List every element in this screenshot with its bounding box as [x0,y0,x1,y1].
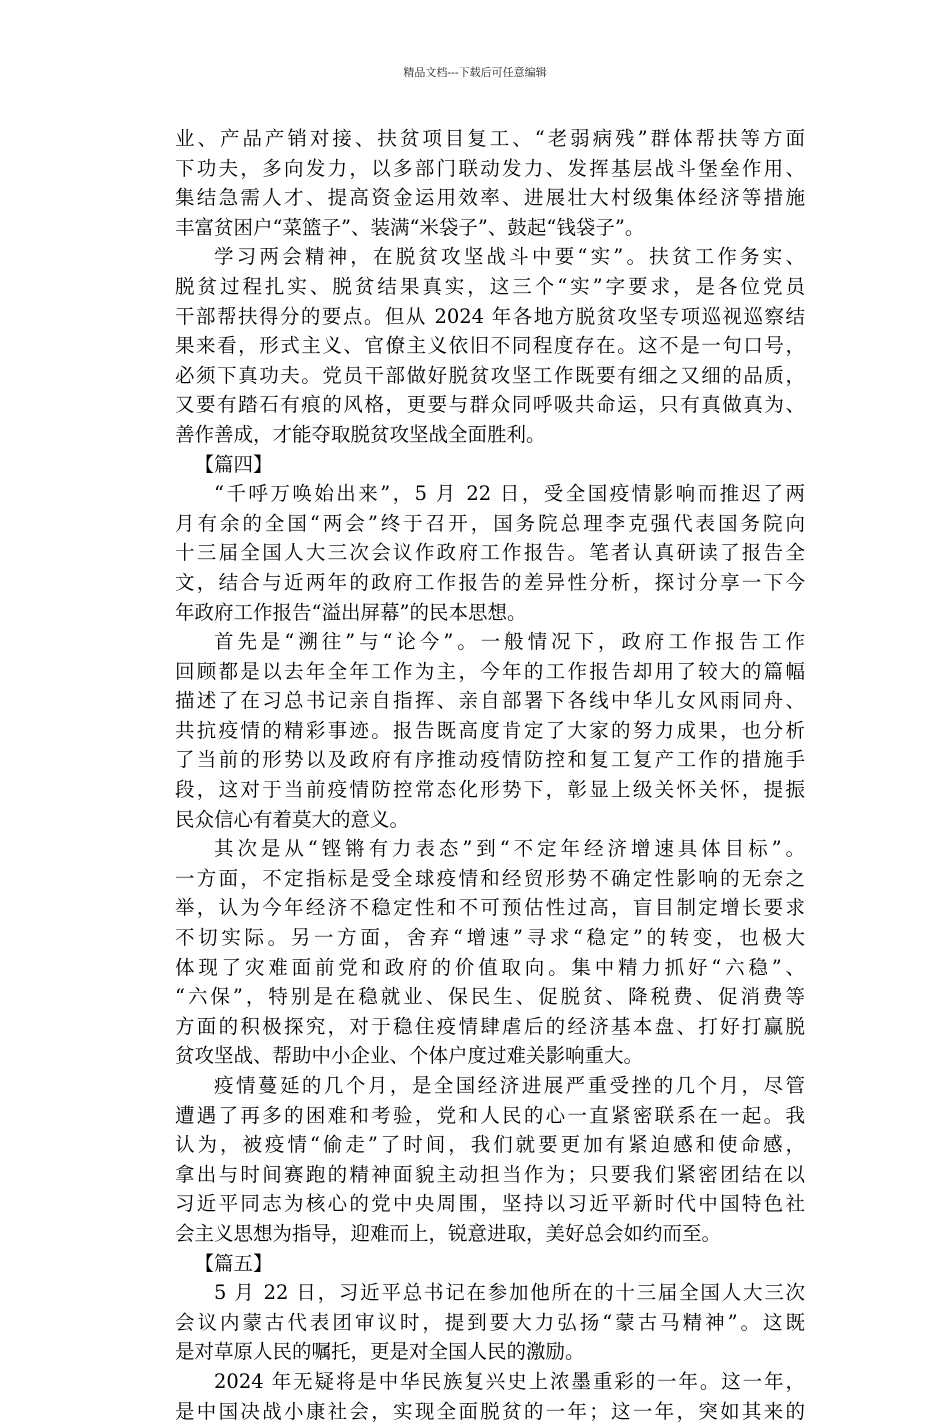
paragraph-line: 举，认为今年经济不稳定性和不可预估性过高，盲目制定增长要求 [175,896,805,920]
paragraph-line: 年政府工作报告“溢出屏幕”的民本思想。 [175,600,527,624]
paragraph-line: 脱贫过程扎实、脱贫结果真实，这三个“实”字要求，是各位党员 [175,274,805,298]
paragraph-line: 业、产品产销对接、扶贫项目复工、“老弱病残”群体帮扶等方面 [175,127,805,150]
paragraph-line: 又要有踏石有痕的风格，更要与群众同呼吸共命运，只有真做真为、 [175,393,805,417]
paragraph-line: 集结急需人才、提高资金运用效率、进展壮大村级集体经济等措施 [175,186,805,210]
paragraph-line: “千呼万唤始出来”，5 月 22 日，受全国疫情影响而推迟了两 [214,482,805,506]
paragraph-line: 会主义思想为指导，迎难而上，锐意进取，美好总会如约而至。 [175,1221,722,1245]
paragraph-line: 十三届全国人大三次会议作政府工作报告。笔者认真研读了报告全 [175,541,805,565]
section-heading: 【篇四】 [194,452,273,476]
paragraph-line: 丰富贫困户“菜篮子”、装满“米袋子”、鼓起“钱袋子”。 [175,215,645,239]
page-header: 精品文档---下载后可任意编辑 [403,66,547,79]
paragraph-line: 是对草原人民的嘱托，更是对全国人民的激励。 [175,1340,585,1364]
paragraph-line: 不切实际。另一方面，舍弃“增速”寻求“稳定”的转变，也极大 [175,926,805,950]
paragraph-line: 体现了灾难面前党和政府的价值取向。集中精力抓好“六稳”、 [175,955,805,979]
paragraph-line: 干部帮扶得分的要点。但从 2024 年各地方脱贫攻坚专项巡视巡察结 [175,304,805,328]
paragraph-line: 描述了在习总书记亲自指挥、亲自部署下各线中华儿女风雨同舟、 [175,689,805,713]
paragraph [175,479,805,627]
paragraph-line: 首先是“溯往”与“论今”。一般情况下，政府工作报告工作 [214,630,805,654]
paragraph-line: 贫攻坚战、帮助中小企业、个体户度过难关影响重大。 [175,1044,644,1068]
paragraph-line: 共抗疫情的精彩事迹。报告既高度肯定了大家的努力成果，也分析 [175,718,805,742]
paragraph-line: 拿出与时间赛跑的精神面貌主动担当作为；只要我们紧密团结在以 [175,1162,805,1186]
paragraph-line: 一方面，不定指标是受全球疫情和经贸形势不确定性影响的无奈之 [175,866,805,890]
paragraph-line: 学习两会精神，在脱贫攻坚战斗中要“实”。扶贫工作务实、 [214,245,805,269]
paragraph-line: 其次是从“铿锵有力表态”到“不定年经济增速具体目标”。 [214,837,805,861]
paragraph-line: 下功夫，多向发力，以多部门联动发力、发挥基层战斗堡垒作用、 [175,156,805,180]
paragraph-line: 回顾都是以去年全年工作为主，今年的工作报告却用了较大的篇幅 [175,659,805,683]
paragraph [175,124,805,242]
paragraph-line: 段，这对于当前疫情防控常态化形势下，彰显上级关怀关怀，提振 [175,778,805,802]
paragraph-line: 是中国决战小康社会，实现全面脱贫的一年；这一年，突如其来的 [175,1399,805,1423]
paragraph [175,627,805,834]
paragraph-line: 疫情蔓延的几个月，是全国经济进展严重受挫的几个月，尽管 [214,1074,805,1097]
paragraph-line: 认为，被疫情“偷走”了时间，我们就要更加有紧迫感和使命感， [175,1133,805,1157]
paragraph-line: 了当前的形势以及政府有序推动疫情防控和复工复产工作的措施手 [175,748,805,772]
paragraph-line: 月有余的全国“两会”终于召开，国务院总理李克强代表国务院向 [175,511,805,535]
section-heading: 【篇五】 [194,1251,273,1275]
paragraph-line: 民众信心有着莫大的意义。 [175,807,410,831]
paragraph-line: 5 月 22 日，习近平总书记在参加他所在的十三届全国人大三次 [214,1281,805,1305]
paragraph-line: “六保”，特别是在稳就业、保民生、促脱贫、降税费、促消费等 [175,985,805,1009]
paragraph-line: 习近平同志为核心的党中央周围，坚持以习近平新时代中国特色社 [175,1192,805,1216]
paragraph-line: 果来看，形式主义、官僚主义依旧不同程度存在。这不是一句口号， [175,334,805,358]
paragraph [175,1367,805,1426]
paragraph [175,242,805,449]
paragraph-line: 善作善成，才能夺取脱贫攻坚战全面胜利。 [175,422,546,446]
paragraph [175,1071,805,1249]
paragraph-line: 必须下真功夫。党员干部做好脱贫攻坚工作既要有细之又细的品质， [175,363,805,387]
paragraph-line: 2024 年无疑将是中华民族复兴史上浓墨重彩的一年。这一年， [214,1369,805,1393]
paragraph-line: 会议内蒙古代表团审议时，提到要大力弘扬“蒙古马精神”。这既 [175,1310,805,1334]
paragraph-line: 文，结合与近两年的政府工作报告的差异性分析，探讨分享一下今 [175,570,805,594]
paragraph [175,1278,805,1367]
paragraph [175,834,805,1071]
paragraph-line: 方面的积极探究，对于稳住疫情肆虐后的经济基本盘、打好打赢脱 [175,1014,805,1038]
paragraph-line: 遭遇了再多的困难和考验，党和人民的心一直紧密联系在一起。我 [175,1103,805,1127]
document-body [175,124,805,1426]
